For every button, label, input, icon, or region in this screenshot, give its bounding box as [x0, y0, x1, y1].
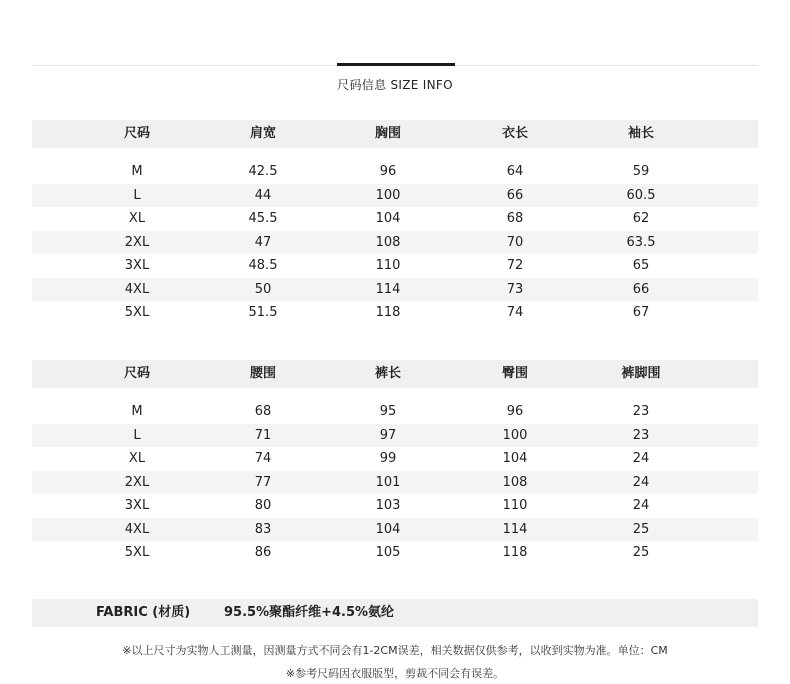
- table-cell: 97: [379, 427, 397, 443]
- table-cell: 83: [254, 521, 272, 537]
- table-row: [32, 494, 758, 518]
- table-row: [32, 471, 758, 495]
- table-cell: 77: [254, 474, 272, 490]
- header-cell: 腰围: [249, 366, 276, 381]
- fabric-value: 95.5%聚酯纤维+4.5%氨纶: [224, 605, 395, 620]
- table-row: [32, 184, 758, 208]
- table-cell: 4XL: [124, 281, 150, 297]
- table-cell: 100: [375, 187, 401, 203]
- table-cell: 110: [375, 258, 401, 273]
- table-cell: L: [133, 427, 141, 443]
- table-cell: XL: [128, 451, 146, 466]
- table-cell: 44: [254, 187, 272, 203]
- table-cell: 47: [254, 234, 272, 250]
- title-accent-bar: [337, 63, 455, 66]
- bottom-size-table: [32, 360, 758, 565]
- table-cell: 23: [632, 427, 650, 443]
- table-cell: 50: [254, 281, 272, 297]
- header-cell: 胸围: [374, 126, 401, 141]
- table-cell: 104: [375, 521, 401, 537]
- table-cell: 59: [632, 164, 650, 179]
- table-cell: 68: [254, 404, 272, 419]
- table-row: [32, 518, 758, 542]
- size-note: ※参考尺码因衣服版型，剪裁不同会有误差。: [285, 667, 505, 680]
- table-cell: 108: [502, 474, 528, 490]
- header-cell: 衣长: [501, 126, 528, 141]
- table-cell: 66: [506, 187, 524, 203]
- table-header: [32, 120, 758, 148]
- table-cell: 95: [379, 404, 397, 419]
- fabric-bar: [32, 599, 758, 627]
- table-cell: M: [131, 404, 143, 419]
- table-cell: 114: [502, 521, 528, 537]
- table-row: [32, 160, 758, 184]
- table-cell: 104: [502, 451, 528, 466]
- header-cell: 臀围: [501, 366, 528, 381]
- top-size-table: [32, 120, 758, 325]
- table-cell: 99: [379, 451, 397, 466]
- table-cell: 101: [375, 474, 401, 490]
- table-row: [32, 301, 758, 325]
- header-cell: 尺码: [123, 126, 150, 141]
- table-cell: 118: [375, 305, 401, 320]
- table-cell: 24: [632, 474, 650, 490]
- table-cell: 104: [375, 211, 401, 226]
- table-row: [32, 231, 758, 255]
- table-cell: 3XL: [124, 498, 150, 513]
- table-cell: 3XL: [124, 258, 150, 273]
- table-cell: 4XL: [124, 521, 150, 537]
- table-cell: 24: [632, 498, 650, 513]
- table-cell: 74: [506, 305, 524, 320]
- table-cell: 2XL: [124, 474, 150, 490]
- table-cell: 71: [254, 427, 272, 443]
- table-cell: 105: [375, 545, 401, 560]
- header-cell: 裤脚围: [621, 366, 661, 381]
- table-cell: 23: [632, 404, 650, 419]
- table-row: [32, 424, 758, 448]
- table-cell: 80: [254, 498, 272, 513]
- table-row: [32, 207, 758, 231]
- table-row: [32, 400, 758, 424]
- table-cell: L: [133, 187, 141, 203]
- table-cell: 108: [375, 234, 401, 250]
- table-row: [32, 254, 758, 278]
- table-cell: 96: [379, 164, 397, 179]
- table-header: [32, 360, 758, 388]
- section-title: 尺码信息 SIZE INFO: [337, 78, 453, 92]
- table-cell: 110: [502, 498, 528, 513]
- measurement-note: ※以上尺寸为实物人工测量，因测量方式不同会有1-2CM误差，相关数据仅供参考，以收到实物为准。单位：CM: [122, 644, 668, 657]
- table-cell: 100: [502, 427, 528, 443]
- table-cell: 68: [506, 211, 524, 226]
- table-cell: 73: [506, 281, 524, 297]
- table-cell: 118: [502, 545, 528, 560]
- table-cell: 96: [506, 404, 524, 419]
- header-cell: 尺码: [123, 366, 150, 381]
- table-cell: 65: [632, 258, 650, 273]
- table-cell: 67: [632, 305, 650, 320]
- table-cell: 42.5: [248, 164, 278, 179]
- fabric-label: FABRIC (材质): [96, 605, 191, 620]
- table-cell: 114: [375, 281, 401, 297]
- table-cell: 72: [506, 258, 524, 273]
- table-cell: 70: [506, 234, 524, 250]
- header-cell: 裤长: [374, 366, 401, 381]
- table-cell: 51.5: [248, 305, 278, 320]
- table-cell: 48.5: [248, 258, 278, 273]
- table-cell: 64: [506, 164, 524, 179]
- table-cell: 62: [632, 211, 650, 226]
- table-cell: 24: [632, 451, 650, 466]
- table-cell: 103: [375, 498, 401, 513]
- table-row: [32, 447, 758, 471]
- table-cell: 45.5: [248, 211, 278, 226]
- table-cell: 86: [254, 545, 272, 560]
- table-cell: 25: [632, 545, 650, 560]
- table-cell: XL: [128, 211, 146, 226]
- table-cell: 66: [632, 281, 650, 297]
- table-row: [32, 541, 758, 565]
- table-cell: 5XL: [124, 305, 150, 320]
- table-cell: M: [131, 164, 143, 179]
- header-cell: 袖长: [627, 126, 654, 141]
- table-cell: 74: [254, 451, 272, 466]
- table-cell: 63.5: [626, 234, 656, 250]
- table-cell: 2XL: [124, 234, 150, 250]
- table-row: [32, 278, 758, 302]
- table-cell: 5XL: [124, 545, 150, 560]
- table-cell: 25: [632, 521, 650, 537]
- header-cell: 肩宽: [249, 126, 276, 141]
- table-cell: 60.5: [626, 187, 656, 203]
